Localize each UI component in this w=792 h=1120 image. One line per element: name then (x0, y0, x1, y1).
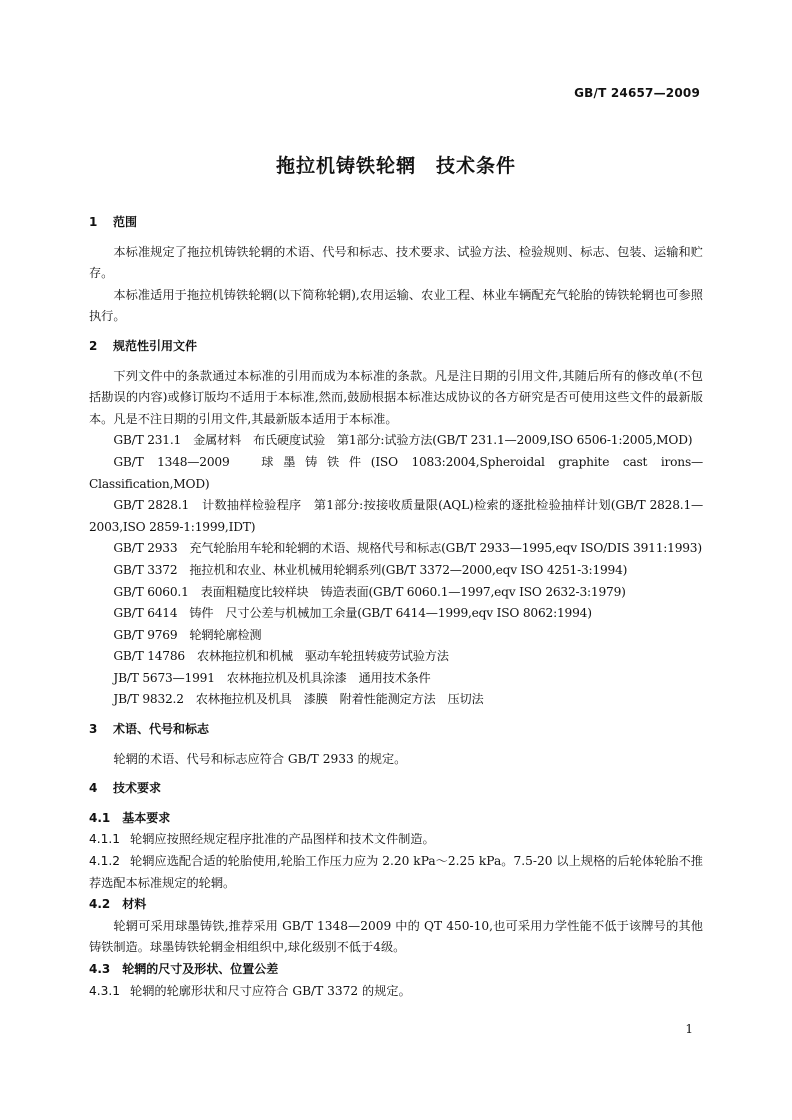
document-title: 拖拉机铸铁轮辋 技术条件 (275, 155, 516, 177)
section-1-paragraph: 本标准规定了拖拉机铸铁轮辋的术语、代号和标志、技术要求、试验方法、检验规则、标志、包装、运输和贮存。 (89, 244, 703, 281)
section-3-paragraph: 轮辋的术语、代号和标志应符合 GB/T 2933 的规定。 (113, 751, 407, 766)
reference-item: JB/T 5673—1991 农林拖拉机及机具涂漆 通用技术条件 (113, 670, 431, 685)
reference-item: GB/T 9769 轮辋轮廓检测 (113, 627, 262, 642)
reference-item: GB/T 1348—2009 球墨铸铁件(ISO 1083:2004,Spheroidal graphite cast irons—Classification,MOD) (89, 454, 703, 491)
reference-item: GB/T 3372 拖拉机和农业、林业机械用轮辋系列(GB/T 3372—2000,eqv ISO 4251-3:1994) (113, 562, 628, 577)
reference-item: GB/T 14786 农林拖拉机和机械 驱动车轮扭转疲劳试验方法 (113, 649, 449, 664)
section-1-paragraph: 本标准适用于拖拉机铸铁轮辋(以下简称轮辋),农用运输、农业工程、林业车辆配充气轮胎的铸铁轮辋也可参照执行。 (89, 287, 703, 324)
reference-item: GB/T 6060.1 表面粗糙度比较样块 铸造表面(GB/T 6060.1—1997,eqv ISO 2632-3:1979) (113, 584, 626, 599)
clause-4-1-heading: 4.1 基本要求 (89, 810, 171, 825)
standard-number: GB/T 24657—2009 (574, 86, 700, 100)
clause-4-2-paragraph: 轮辋可采用球墨铸铁,推荐采用 GB/T 1348—2009 中的 QT 450-10,也可采用力学性能不低于该牌号的其他铸铁制造。球墨铸铁轮辋金相组织中,球化级别不低于4级。 (89, 918, 703, 955)
clause-4-1-2: 4.1.2 轮辋应选配合适的轮胎使用,轮胎工作压力应为 2.20 kPa～2.25 kPa。7.5-20 以上规格的后轮体轮胎不推荐选配本标准规定的轮辋。 (89, 854, 703, 890)
reference-item: GB/T 2828.1 计数抽样检验程序 第1部分:按接收质量限(AQL)检索的逐批检验抽样计划(GB/T 2828.1—2003,ISO 2859-1:1999,IDT) (89, 498, 703, 534)
reference-item: GB/T 2933 充气轮胎用车轮和轮辋的术语、规格代号和标志(GB/T 2933—1995,eqv ISO/DIS 3911:1993) (113, 541, 702, 556)
reference-item: GB/T 6414 铸件 尺寸公差与机械加工余量(GB/T 6414—1999,eqv ISO 8062:1994) (113, 606, 592, 621)
section-3-heading: 3 术语、代号和标志 (89, 722, 210, 737)
section-2-intro: 下列文件中的条款通过本标准的引用而成为本标准的条款。凡是注日期的引用文件,其随后所有的修改单(不包括勘误的内容)或修订版均不适用于本标准,然而,鼓励根据本标准达成协议的各方研究是否可使用这些文件的最新版本。凡是不注日期的引用文件,其最新版本适用于本标准。 (89, 368, 703, 426)
reference-item: GB/T 231.1 金属材料 布氏硬度试验 第1部分:试验方法(GB/T 231.1—2009,ISO 6506-1:2005,MOD) (113, 433, 693, 448)
page-number: 1 (685, 1022, 693, 1036)
section-2-heading: 2 规范性引用文件 (89, 338, 198, 353)
clause-4-3-heading: 4.3 轮辋的尺寸及形状、位置公差 (89, 962, 279, 976)
clause-4-2-heading: 4.2 材料 (89, 897, 147, 912)
clause-4-1-1: 4.1.1 轮辋应按照经规定程序批准的产品图样和技术文件制造。 (89, 832, 435, 847)
section-4-heading: 4 技术要求 (89, 781, 162, 796)
document-body (89, 212, 703, 1002)
section-1-heading: 1 范围 (89, 215, 138, 229)
clause-4-3-1: 4.3.1 轮辋的轮廓形状和尺寸应符合 GB/T 3372 的规定。 (89, 983, 411, 998)
reference-item: JB/T 9832.2 农林拖拉机及机具 漆膜 附着性能测定方法 压切法 (113, 692, 484, 707)
